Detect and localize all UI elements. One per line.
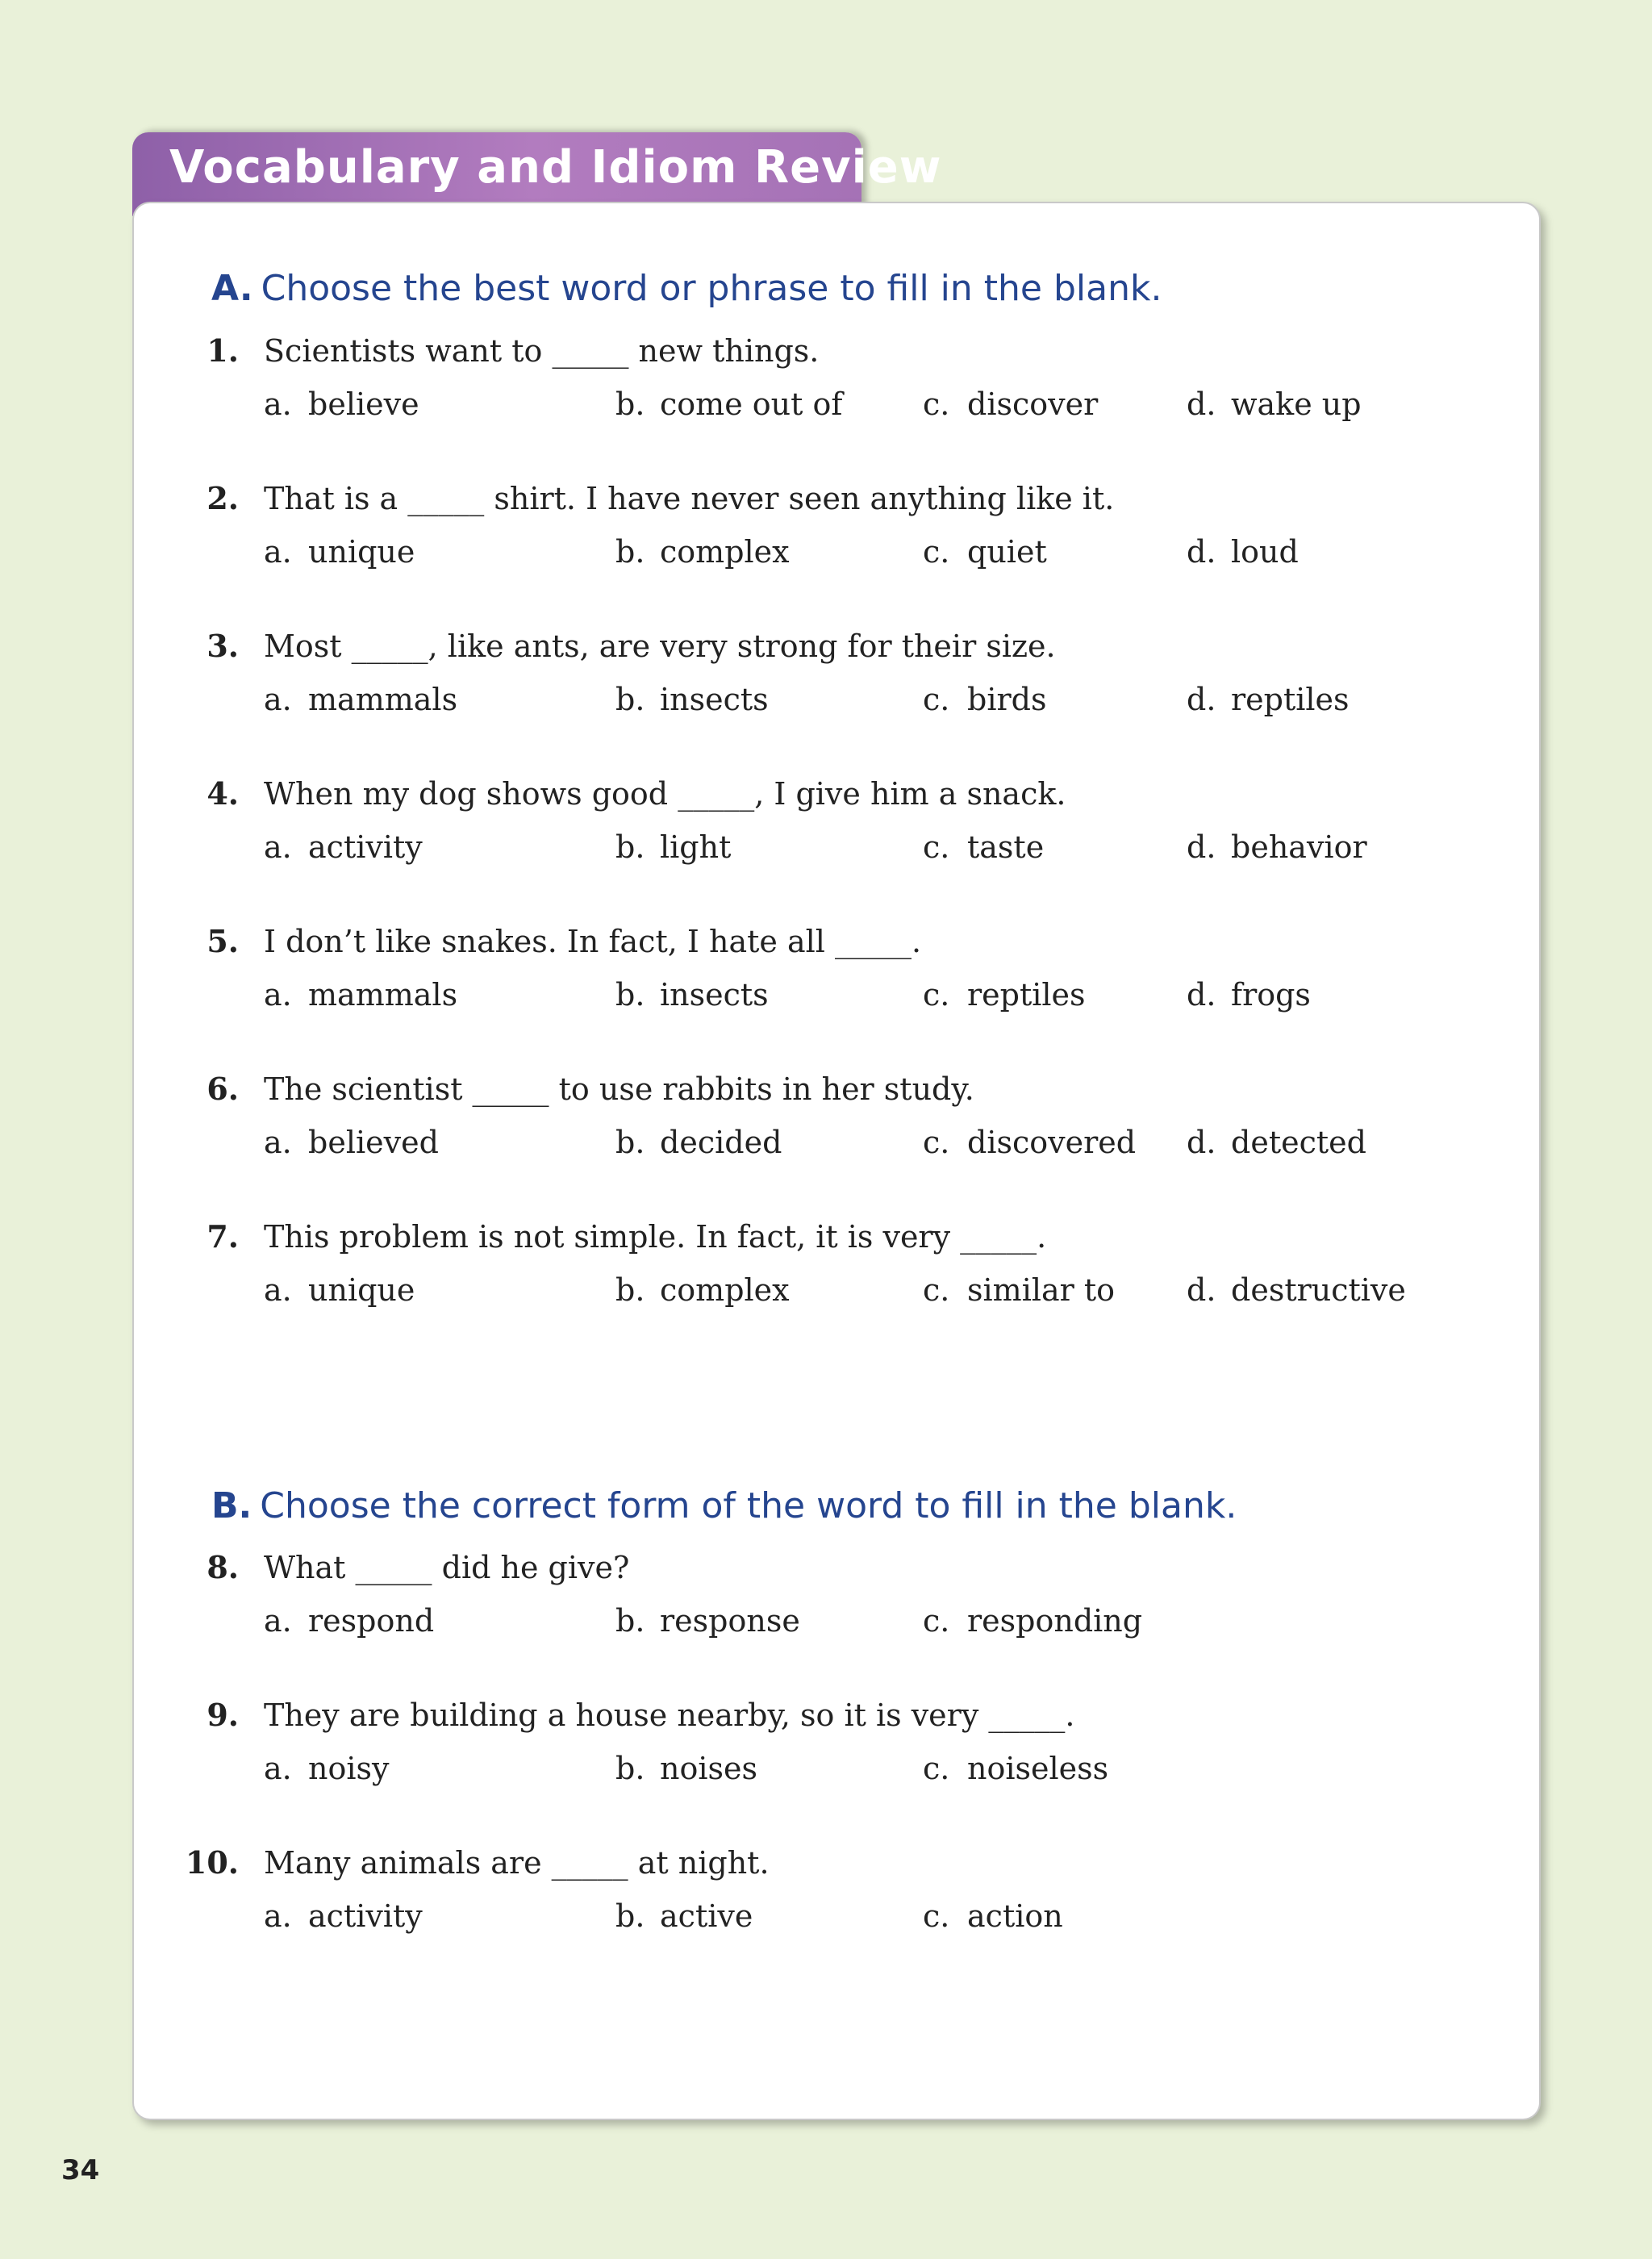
question-item bbox=[0, 328, 1652, 449]
option-letter: b. bbox=[615, 1751, 645, 1786]
answer-option[interactable] bbox=[615, 1894, 753, 1939]
answer-option[interactable] bbox=[615, 529, 790, 574]
answer-option[interactable] bbox=[264, 677, 457, 722]
answer-option[interactable] bbox=[615, 1267, 790, 1313]
question-text: Most _____, like ants, are very strong for their size. bbox=[264, 628, 1056, 664]
answer-option[interactable] bbox=[923, 825, 1044, 870]
answer-option[interactable] bbox=[615, 972, 769, 1017]
option-text: detected bbox=[1231, 1125, 1366, 1160]
question-item bbox=[0, 476, 1652, 597]
option-text: activity bbox=[308, 829, 423, 865]
option-text: loud bbox=[1231, 534, 1299, 570]
question-text: Scientists want to _____ new things. bbox=[264, 333, 820, 369]
option-letter: c. bbox=[923, 1272, 950, 1308]
question-number: 9. bbox=[206, 1697, 239, 1733]
answer-option[interactable] bbox=[923, 1598, 1142, 1643]
option-letter: b. bbox=[615, 977, 645, 1013]
question-number: 5. bbox=[206, 923, 239, 959]
question-item bbox=[0, 771, 1652, 892]
answer-option[interactable] bbox=[1187, 1267, 1406, 1313]
question-text: The scientist _____ to use rabbits in her study. bbox=[264, 1071, 974, 1107]
option-letter: b. bbox=[615, 1272, 645, 1308]
page-title: Vocabulary and Idiom Review bbox=[169, 141, 942, 194]
answer-option[interactable] bbox=[923, 1267, 1115, 1313]
answer-option[interactable] bbox=[264, 529, 415, 574]
option-text: decided bbox=[660, 1125, 782, 1160]
option-text: believe bbox=[308, 386, 419, 422]
option-text: destructive bbox=[1231, 1272, 1406, 1308]
option-text: discovered bbox=[967, 1125, 1137, 1160]
option-letter: a. bbox=[264, 1898, 292, 1934]
section-b-heading bbox=[211, 1482, 1237, 1530]
question-item bbox=[0, 624, 1652, 745]
section-instruction: Choose the best word or phrase to fill in the blank. bbox=[261, 268, 1162, 309]
option-letter: a. bbox=[264, 386, 292, 422]
option-letter: d. bbox=[1187, 682, 1216, 717]
option-text: mammals bbox=[308, 682, 458, 717]
answer-option[interactable] bbox=[264, 382, 419, 427]
option-letter: b. bbox=[615, 829, 645, 865]
answer-option[interactable] bbox=[264, 1746, 389, 1791]
option-letter: d. bbox=[1187, 534, 1216, 570]
answer-option[interactable] bbox=[923, 677, 1046, 722]
option-letter: b. bbox=[615, 386, 645, 422]
answer-option[interactable] bbox=[615, 677, 769, 722]
option-letter: c. bbox=[923, 1751, 950, 1786]
answer-option[interactable] bbox=[615, 1598, 800, 1643]
option-text: quiet bbox=[967, 534, 1047, 570]
section-instruction: Choose the correct form of the word to fill in the blank. bbox=[260, 1485, 1237, 1526]
answer-option[interactable] bbox=[1187, 529, 1299, 574]
question-item bbox=[0, 1693, 1652, 1814]
question-text: They are building a house nearby, so it is very _____. bbox=[264, 1697, 1075, 1733]
answer-option[interactable] bbox=[264, 1120, 439, 1165]
option-text: light bbox=[660, 829, 732, 865]
answer-option[interactable] bbox=[615, 382, 842, 427]
option-letter: c. bbox=[923, 1603, 950, 1639]
option-letter: c. bbox=[923, 829, 950, 865]
question-number: 4. bbox=[206, 775, 239, 812]
option-text: noisy bbox=[308, 1751, 390, 1786]
option-letter: b. bbox=[615, 1603, 645, 1639]
question-number: 10. bbox=[185, 1844, 239, 1881]
page-number: 34 bbox=[61, 2154, 100, 2186]
option-text: insects bbox=[660, 682, 769, 717]
option-letter: a. bbox=[264, 1603, 292, 1639]
question-item bbox=[0, 1545, 1652, 1666]
answer-option[interactable] bbox=[1187, 677, 1350, 722]
answer-option[interactable] bbox=[264, 1267, 415, 1313]
question-item bbox=[0, 1840, 1652, 1961]
option-letter: a. bbox=[264, 977, 292, 1013]
answer-option[interactable] bbox=[264, 1894, 423, 1939]
option-letter: b. bbox=[615, 1125, 645, 1160]
question-text: Many animals are _____ at night. bbox=[264, 1845, 770, 1881]
section-letter: A. bbox=[211, 268, 253, 309]
option-letter: c. bbox=[923, 534, 950, 570]
option-text: active bbox=[660, 1898, 753, 1934]
option-letter: a. bbox=[264, 829, 292, 865]
option-text: behavior bbox=[1231, 829, 1367, 865]
question-item bbox=[0, 1067, 1652, 1188]
option-letter: d. bbox=[1187, 386, 1216, 422]
question-number: 3. bbox=[206, 628, 239, 664]
option-letter: c. bbox=[923, 1898, 950, 1934]
option-letter: a. bbox=[264, 1125, 292, 1160]
option-letter: d. bbox=[1187, 977, 1216, 1013]
answer-option[interactable] bbox=[923, 529, 1047, 574]
option-text: wake up bbox=[1231, 386, 1362, 422]
option-text: action bbox=[967, 1898, 1063, 1934]
option-text: unique bbox=[308, 1272, 415, 1308]
option-letter: d. bbox=[1187, 829, 1216, 865]
option-letter: d. bbox=[1187, 1272, 1216, 1308]
question-text: What _____ did he give? bbox=[264, 1550, 630, 1585]
option-text: noiseless bbox=[967, 1751, 1109, 1786]
answer-option[interactable] bbox=[615, 825, 731, 870]
question-number: 7. bbox=[206, 1218, 239, 1255]
option-text: taste bbox=[967, 829, 1045, 865]
answer-option[interactable] bbox=[264, 825, 423, 870]
option-text: mammals bbox=[308, 977, 458, 1013]
answer-option[interactable] bbox=[615, 1746, 757, 1791]
option-letter: d. bbox=[1187, 1125, 1216, 1160]
question-text: That is a _____ shirt. I have never seen anything like it. bbox=[264, 481, 1115, 516]
option-letter: a. bbox=[264, 534, 292, 570]
answer-option[interactable] bbox=[264, 1598, 434, 1643]
question-number: 8. bbox=[206, 1549, 239, 1585]
option-text: reptiles bbox=[1231, 682, 1350, 717]
option-text: reptiles bbox=[967, 977, 1086, 1013]
answer-option[interactable] bbox=[923, 972, 1086, 1017]
option-letter: b. bbox=[615, 1898, 645, 1934]
option-text: unique bbox=[308, 534, 415, 570]
option-letter: b. bbox=[615, 682, 645, 717]
question-text: When my dog shows good _____, I give him a snack. bbox=[264, 776, 1066, 812]
option-letter: a. bbox=[264, 682, 292, 717]
section-a-heading bbox=[211, 265, 1162, 313]
question-number: 6. bbox=[206, 1071, 239, 1107]
option-text: respond bbox=[308, 1603, 435, 1639]
answer-option[interactable] bbox=[1187, 382, 1362, 427]
option-letter: a. bbox=[264, 1272, 292, 1308]
option-text: birds bbox=[967, 682, 1047, 717]
option-letter: c. bbox=[923, 1125, 950, 1160]
option-text: similar to bbox=[967, 1272, 1116, 1308]
question-number: 2. bbox=[206, 480, 239, 516]
option-text: noises bbox=[660, 1751, 757, 1786]
option-letter: b. bbox=[615, 534, 645, 570]
answer-option[interactable] bbox=[923, 382, 1098, 427]
answer-option[interactable] bbox=[923, 1120, 1136, 1165]
answer-option[interactable] bbox=[1187, 825, 1367, 870]
option-text: come out of bbox=[660, 386, 843, 422]
option-text: complex bbox=[660, 534, 790, 570]
section-letter: B. bbox=[211, 1485, 252, 1526]
answer-option[interactable] bbox=[1187, 1120, 1366, 1165]
option-text: activity bbox=[308, 1898, 423, 1934]
option-text: frogs bbox=[1231, 977, 1311, 1013]
option-text: responding bbox=[967, 1603, 1143, 1639]
answer-option[interactable] bbox=[615, 1120, 782, 1165]
answer-option[interactable] bbox=[923, 1746, 1108, 1791]
option-letter: c. bbox=[923, 977, 950, 1013]
question-text: I don’t like snakes. In fact, I hate all _____. bbox=[264, 924, 922, 959]
option-text: insects bbox=[660, 977, 769, 1013]
option-text: complex bbox=[660, 1272, 790, 1308]
answer-option[interactable] bbox=[923, 1894, 1063, 1939]
question-number: 1. bbox=[206, 332, 239, 369]
option-text: believed bbox=[308, 1125, 439, 1160]
option-letter: a. bbox=[264, 1751, 292, 1786]
question-item bbox=[0, 919, 1652, 1040]
question-text: This problem is not simple. In fact, it is very _____. bbox=[264, 1219, 1047, 1255]
option-letter: c. bbox=[923, 682, 950, 717]
option-text: response bbox=[660, 1603, 800, 1639]
answer-option[interactable] bbox=[264, 972, 457, 1017]
option-text: discover bbox=[967, 386, 1099, 422]
answer-option[interactable] bbox=[1187, 972, 1311, 1017]
option-letter: c. bbox=[923, 386, 950, 422]
question-item bbox=[0, 1214, 1652, 1335]
